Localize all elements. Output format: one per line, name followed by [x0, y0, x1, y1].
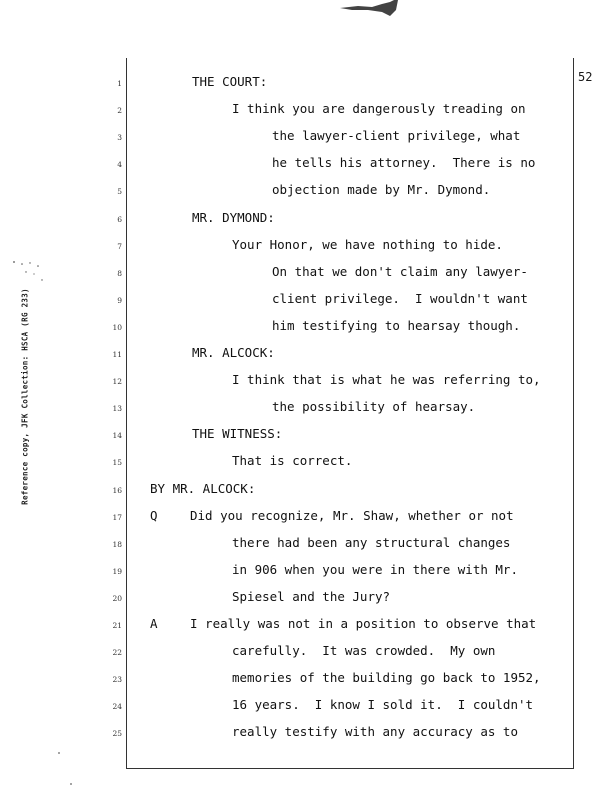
line-number: 19 [112, 566, 122, 576]
transcript-line: carefully. It was crowded. My own [232, 643, 496, 659]
transcript-line: MR. ALCOCK: [192, 345, 275, 360]
transcript-line: MR. DYMOND: [192, 209, 275, 225]
line-number: 21 [112, 621, 122, 630]
transcript-line: Spiesel and the Jury? [232, 588, 391, 604]
transcript-line: memories of the building go back to 1952, [232, 670, 541, 686]
line-number: 6 [117, 214, 122, 224]
scan-dot [58, 752, 60, 754]
transcript-line: really testify with any accuracy as to [232, 724, 518, 740]
transcript-line: 16 years. I know I sold it. I couldn't [232, 697, 534, 713]
transcript-line: Q Did you recognize, Mr. Shaw, whether or not [150, 507, 514, 523]
line-number: 9 [117, 295, 122, 305]
line-number: 5 [117, 187, 122, 197]
scan-dot [70, 783, 72, 785]
reference-stamp: Reference copy, JFK Collection: HSCA (RG 233) [20, 288, 30, 505]
transcript-line: client privilege. I wouldn't want [272, 290, 528, 306]
transcript-line: the lawyer-client privilege, what [272, 128, 521, 144]
transcript-line: I think that is what he was referring to, [232, 372, 541, 388]
line-number: 16 [112, 485, 122, 495]
line-number: 23 [112, 675, 122, 685]
transcript-line: BY MR. ALCOCK: [150, 480, 256, 496]
transcript-line: On that we don't claim any lawyer- [272, 263, 528, 279]
transcript-line: him testifying to hearsay though. [272, 317, 521, 333]
transcript-line: there had been any structural changes [232, 534, 511, 550]
line-number: 14 [112, 431, 122, 441]
line-number: 22 [112, 648, 122, 658]
transcript-line: Your Honor, we have nothing to hide. [232, 236, 503, 252]
scan-smudge [338, 0, 398, 18]
line-number: 7 [117, 241, 122, 251]
transcript-line: THE WITNESS: [192, 426, 283, 442]
line-number: 24 [112, 702, 122, 712]
line-number: 12 [112, 377, 122, 387]
line-number: 11 [112, 350, 122, 359]
transcript-line: THE COURT: [192, 74, 268, 89]
transcript-line: he tells his attorney. There is no [272, 155, 536, 171]
line-number: 17 [112, 512, 122, 522]
transcript-line: objection made by Mr. Dymond. [272, 182, 491, 198]
transcript-line: in 906 when you were in there with Mr. [232, 561, 518, 577]
line-number: 3 [117, 133, 122, 143]
line-number: 13 [112, 404, 122, 414]
line-number: 20 [112, 593, 122, 603]
line-number: 8 [117, 268, 122, 278]
transcript-line: the possibility of hearsay. [272, 399, 476, 415]
transcript-line: I think you are dangerously treading on [232, 101, 526, 117]
line-number: 1 [117, 79, 122, 88]
line-number: 10 [112, 322, 122, 332]
transcript-line: A I really was not in a position to observe that [150, 616, 537, 631]
page-number: 52 [578, 70, 593, 84]
line-number: 18 [112, 539, 122, 549]
scan-specks [8, 258, 48, 288]
line-number: 25 [112, 729, 122, 739]
line-number: 15 [112, 458, 122, 468]
line-number: 4 [117, 160, 122, 170]
transcript-line: That is correct. [232, 453, 353, 469]
line-number: 2 [117, 106, 122, 116]
